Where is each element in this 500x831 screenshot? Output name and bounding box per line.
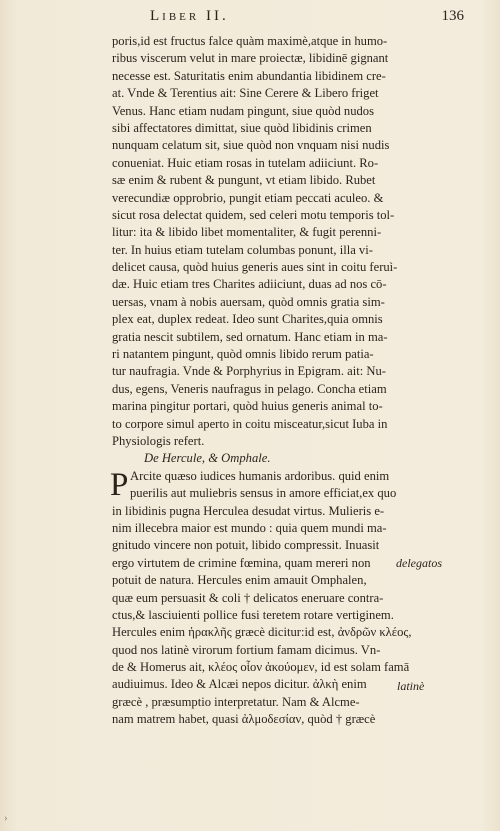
- text-line: puerilis aut muliebris sensus in amore efficiat,ex quo: [130, 486, 397, 501]
- text-block: [110, 33, 412, 729]
- text-line: verecundiæ opprobrio, pungit etiam peccati aculeo. &: [112, 190, 384, 205]
- text-line: Physiologis refert.: [112, 433, 205, 448]
- text-line: uersas, vnam à nobis auersam, quòd omnis gratia sim-: [112, 294, 385, 309]
- text-line: nim illecebra maior est mundo : quia quem mundi ma-: [112, 520, 387, 535]
- page-number: 136: [441, 8, 464, 24]
- text-line: ri natantem pingunt, quòd omnis libido rerum patia-: [112, 347, 374, 362]
- text-line: sibi affectatores dimittat, siue quòd libidinis crimen: [112, 120, 372, 135]
- text-line: quod nos latinè virorum fortium famam dicimus. Vn-: [112, 642, 381, 657]
- text-line: nam matrem habet, quasi ἀλμοδεσίαν, quòd † græcè: [112, 712, 376, 727]
- text-line: marina pingitur portari, quòd huius generis animal to-: [112, 399, 383, 414]
- text-line: in libidinis pugna Herculea desudat virtus. Mulieris e-: [112, 503, 385, 518]
- text-line: ergo virtutem de crimine fœmina, quam mereri non: [112, 555, 371, 570]
- text-line: necesse est. Saturitatis enim abundantia libidinem cre-: [112, 68, 386, 83]
- text-line: plex eat, duplex redeat. Ideo sunt Charites,quia omnis: [112, 312, 383, 327]
- text-line: poris,id est fructus falce quàm maximè,atque in humo-: [112, 34, 388, 48]
- section-heading: De Hercule, & Omphale.: [144, 451, 271, 466]
- text-line: quæ eum persuasit & coli † delicatos eneruare contra-: [112, 590, 384, 605]
- text-line: dus, egens, Veneris naufragus in pelago. Concha etiam: [112, 381, 387, 396]
- text-line: audiuimus. Ideo & Alcæi nepos dicitur. ἀλκὴ enim: [112, 677, 367, 692]
- text-line: sæ enim & rubent & pungunt, vt etiam libido. Rubet: [112, 173, 376, 188]
- running-head: Liber II.: [150, 8, 229, 24]
- margin-note-delegatos: delegatos: [396, 556, 442, 570]
- text-line: potuit de natura. Hercules enim amauit Omphalen,: [112, 573, 367, 588]
- text-line: gnitudo vincere non potuit, libido compressit. Inuasit: [112, 538, 380, 553]
- page-header: [150, 8, 470, 30]
- text-line: dæ. Huic etiam tres Charites adiiciunt, duas ad nos cō-: [112, 277, 387, 292]
- text-line: conueniat. Huic etiam rosas in tutelam adiiciunt. Ro-: [112, 155, 379, 170]
- text-line: delicet causa, quòd huius generis aues sint in coitu feruì-: [112, 260, 398, 275]
- margin-note-latine: latinè: [397, 679, 425, 693]
- paragraph-venus: [112, 33, 400, 450]
- text-line: Hercules enim ἡρακλῆς græcè dicitur:id est, ἀνδρῶν κλέος,: [112, 625, 412, 640]
- text-line: tur naufragia. Vnde & Porphyrius in Epigram. ait: Nu-: [112, 364, 386, 379]
- text-line: ctus,& lasciuienti pollice fusi teretem rotare vertiginem.: [112, 607, 394, 622]
- text-line: de & Homerus ait, κλέος οἷον ἀκούομεν, id est solam famā: [112, 660, 410, 675]
- drop-capital: P: [110, 466, 129, 503]
- text-line: sicut rosa delectat quidem, sed celeri motu temporis tol-: [112, 207, 395, 222]
- paragraph-hercules: [110, 466, 412, 729]
- text-line: Arcite quæso iudices humanis ardoribus. quid enim: [130, 468, 390, 483]
- text-line: ribus viscerum velut in mare proiectæ, libidinē gignant: [112, 51, 389, 66]
- text-line: litur: ita & libido libet momentaliter, & fugit perenni-: [112, 225, 382, 240]
- text-line: nunquam celatum sit, siue quòd non vnquam nisi nudis: [112, 138, 390, 153]
- text-line: græcè , præsumptio interpretatur. Nam & Alcme-: [112, 694, 360, 709]
- text-line: gratia nescit subtilem, sed ornatum. Hanc etiam in ma-: [112, 329, 388, 344]
- text-line: to corpore simul aperto in coitu misceatur,sicut Iuba in: [112, 416, 388, 431]
- text-line: Venus. Hanc etiam nudam pingunt, siue quòd nudos: [112, 103, 374, 118]
- text-line: ter. In huius etiam tutelam columbas ponunt, illa vi-: [112, 242, 373, 257]
- page-edge-mark: ›: [4, 812, 8, 824]
- text-line: at. Vnde & Terentius ait: Sine Cerere & Libero friget: [112, 86, 379, 101]
